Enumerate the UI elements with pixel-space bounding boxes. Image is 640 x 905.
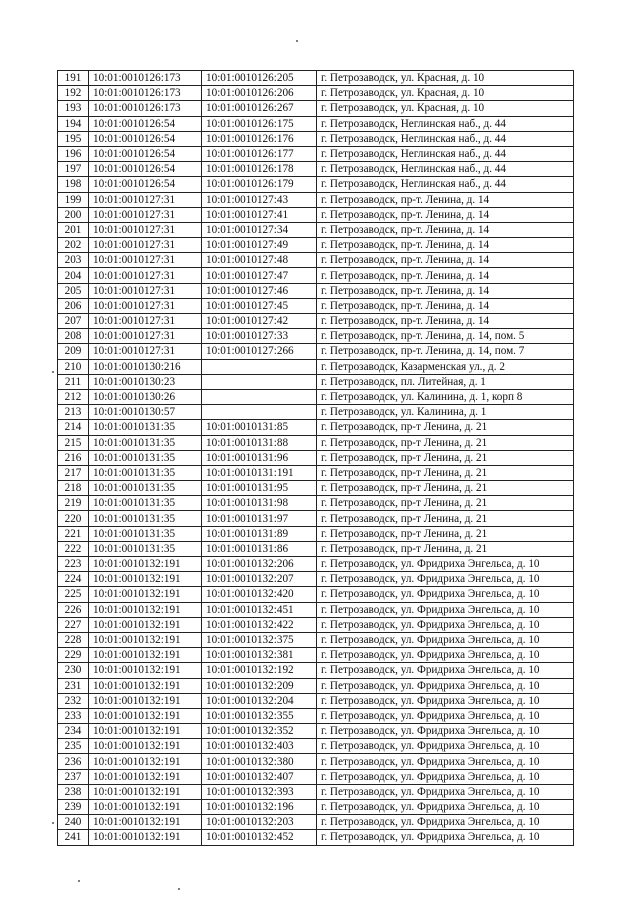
parent-cadastral-number: 10:01:0010127:31 [89, 344, 202, 359]
parent-cadastral-number: 10:01:0010127:31 [89, 268, 202, 283]
parent-cadastral-number: 10:01:0010127:31 [89, 222, 202, 237]
cadastral-number [202, 389, 317, 404]
row-number: 192 [58, 86, 89, 101]
parent-cadastral-number: 10:01:0010131:35 [89, 465, 202, 480]
address: г. Петрозаводск, Неглинская наб., д. 44 [317, 162, 574, 177]
table-row [58, 693, 574, 708]
row-number: 237 [58, 769, 89, 784]
parent-cadastral-number: 10:01:0010132:191 [89, 815, 202, 830]
cadastral-number: 10:01:0010127:47 [202, 268, 317, 283]
address: г. Петрозаводск, пр-т. Ленина, д. 14 [317, 192, 574, 207]
table-row [58, 101, 574, 116]
scan-speck [296, 40, 298, 42]
table-row [58, 314, 574, 329]
row-number: 193 [58, 101, 89, 116]
parent-cadastral-number: 10:01:0010131:35 [89, 541, 202, 556]
address: г. Петрозаводск, ул. Фридриха Энгельса, д. 10 [317, 663, 574, 678]
parent-cadastral-number: 10:01:0010132:191 [89, 739, 202, 754]
address: г. Петрозаводск, пр-т Ленина, д. 21 [317, 420, 574, 435]
parent-cadastral-number: 10:01:0010126:173 [89, 71, 202, 86]
cadastral-number: 10:01:0010126:178 [202, 162, 317, 177]
cadastral-table [57, 70, 574, 846]
address: г. Петрозаводск, ул. Красная, д. 10 [317, 71, 574, 86]
address: г. Петрозаводск, ул. Фридриха Энгельса, д. 10 [317, 632, 574, 647]
table-row [58, 389, 574, 404]
row-number: 228 [58, 632, 89, 647]
address: г. Петрозаводск, Казарменская ул., д. 2 [317, 359, 574, 374]
cadastral-number: 10:01:0010127:43 [202, 192, 317, 207]
parent-cadastral-number: 10:01:0010132:191 [89, 617, 202, 632]
table-row [58, 830, 574, 845]
address: г. Петрозаводск, пр-т. Ленина, д. 14 [317, 222, 574, 237]
parent-cadastral-number: 10:01:0010130:23 [89, 374, 202, 389]
row-number: 218 [58, 481, 89, 496]
row-number: 216 [58, 450, 89, 465]
table-row [58, 557, 574, 572]
row-number: 213 [58, 405, 89, 420]
parent-cadastral-number: 10:01:0010127:31 [89, 329, 202, 344]
row-number: 207 [58, 314, 89, 329]
cadastral-number: 10:01:0010131:95 [202, 481, 317, 496]
parent-cadastral-number: 10:01:0010130:57 [89, 405, 202, 420]
address: г. Петрозаводск, пр-т. Ленина, д. 14 [317, 253, 574, 268]
parent-cadastral-number: 10:01:0010127:31 [89, 207, 202, 222]
address: г. Петрозаводск, ул. Фридриха Энгельса, д. 10 [317, 769, 574, 784]
cadastral-number: 10:01:0010132:355 [202, 708, 317, 723]
cadastral-number: 10:01:0010132:451 [202, 602, 317, 617]
table-row [58, 815, 574, 830]
parent-cadastral-number: 10:01:0010132:191 [89, 724, 202, 739]
table-row [58, 146, 574, 161]
table-row [58, 724, 574, 739]
cadastral-number [202, 359, 317, 374]
row-number: 197 [58, 162, 89, 177]
row-number: 202 [58, 238, 89, 253]
table-row [58, 192, 574, 207]
parent-cadastral-number: 10:01:0010126:173 [89, 86, 202, 101]
address: г. Петрозаводск, пр-т Ленина, д. 21 [317, 435, 574, 450]
address: г. Петрозаводск, ул. Красная, д. 10 [317, 86, 574, 101]
row-number: 238 [58, 784, 89, 799]
cadastral-number: 10:01:0010131:96 [202, 450, 317, 465]
cadastral-number: 10:01:0010127:45 [202, 298, 317, 313]
address: г. Петрозаводск, ул. Фридриха Энгельса, д. 10 [317, 784, 574, 799]
row-number: 225 [58, 587, 89, 602]
table-row [58, 162, 574, 177]
address: г. Петрозаводск, пл. Литейная, д. 1 [317, 374, 574, 389]
table-row [58, 405, 574, 420]
cadastral-number: 10:01:0010126:177 [202, 146, 317, 161]
table-row [58, 283, 574, 298]
row-number: 204 [58, 268, 89, 283]
scan-speck [52, 822, 54, 824]
address: г. Петрозаводск, пр-т. Ленина, д. 14 [317, 283, 574, 298]
row-number: 206 [58, 298, 89, 313]
cadastral-number: 10:01:0010127:49 [202, 238, 317, 253]
address: г. Петрозаводск, ул. Фридриха Энгельса, д. 10 [317, 800, 574, 815]
row-number: 223 [58, 557, 89, 572]
row-number: 241 [58, 830, 89, 845]
parent-cadastral-number: 10:01:0010126:54 [89, 146, 202, 161]
row-number: 196 [58, 146, 89, 161]
address: г. Петрозаводск, Неглинская наб., д. 44 [317, 146, 574, 161]
parent-cadastral-number: 10:01:0010132:191 [89, 708, 202, 723]
parent-cadastral-number: 10:01:0010132:191 [89, 769, 202, 784]
row-number: 199 [58, 192, 89, 207]
address: г. Петрозаводск, ул. Фридриха Энгельса, д. 10 [317, 815, 574, 830]
row-number: 233 [58, 708, 89, 723]
row-number: 200 [58, 207, 89, 222]
address: г. Петрозаводск, ул. Калинина, д. 1, корп 8 [317, 389, 574, 404]
parent-cadastral-number: 10:01:0010127:31 [89, 283, 202, 298]
table-row [58, 450, 574, 465]
row-number: 222 [58, 541, 89, 556]
row-number: 240 [58, 815, 89, 830]
row-number: 214 [58, 420, 89, 435]
parent-cadastral-number: 10:01:0010132:191 [89, 557, 202, 572]
parent-cadastral-number: 10:01:0010131:35 [89, 420, 202, 435]
row-number: 231 [58, 678, 89, 693]
cadastral-number: 10:01:0010126:179 [202, 177, 317, 192]
parent-cadastral-number: 10:01:0010130:216 [89, 359, 202, 374]
address: г. Петрозаводск, пр-т Ленина, д. 21 [317, 496, 574, 511]
table-row [58, 496, 574, 511]
cadastral-number: 10:01:0010132:393 [202, 784, 317, 799]
cadastral-number: 10:01:0010132:196 [202, 800, 317, 815]
address: г. Петрозаводск, ул. Фридриха Энгельса, д. 10 [317, 678, 574, 693]
table-row [58, 253, 574, 268]
address: г. Петрозаводск, ул. Фридриха Энгельса, д. 10 [317, 587, 574, 602]
table-row [58, 739, 574, 754]
parent-cadastral-number: 10:01:0010126:54 [89, 131, 202, 146]
table-row [58, 541, 574, 556]
address: г. Петрозаводск, ул. Фридриха Энгельса, д. 10 [317, 830, 574, 845]
parent-cadastral-number: 10:01:0010131:35 [89, 511, 202, 526]
table-row [58, 344, 574, 359]
address: г. Петрозаводск, пр-т. Ленина, д. 14, пом. 5 [317, 329, 574, 344]
cadastral-number: 10:01:0010127:48 [202, 253, 317, 268]
address: г. Петрозаводск, ул. Фридриха Энгельса, д. 10 [317, 617, 574, 632]
address: г. Петрозаводск, пр-т Ленина, д. 21 [317, 511, 574, 526]
row-number: 201 [58, 222, 89, 237]
address: г. Петрозаводск, ул. Фридриха Энгельса, д. 10 [317, 724, 574, 739]
row-number: 224 [58, 572, 89, 587]
address: г. Петрозаводск, пр-т Ленина, д. 21 [317, 541, 574, 556]
cadastral-number: 10:01:0010132:203 [202, 815, 317, 830]
row-number: 234 [58, 724, 89, 739]
cadastral-number: 10:01:0010132:206 [202, 557, 317, 572]
row-number: 229 [58, 648, 89, 663]
address: г. Петрозаводск, Неглинская наб., д. 44 [317, 131, 574, 146]
table-row [58, 708, 574, 723]
row-number: 220 [58, 511, 89, 526]
address: г. Петрозаводск, пр-т. Ленина, д. 14 [317, 314, 574, 329]
row-number: 230 [58, 663, 89, 678]
address: г. Петрозаводск, Неглинская наб., д. 44 [317, 177, 574, 192]
row-number: 208 [58, 329, 89, 344]
cadastral-number: 10:01:0010132:352 [202, 724, 317, 739]
table-row [58, 465, 574, 480]
table-row [58, 572, 574, 587]
parent-cadastral-number: 10:01:0010130:26 [89, 389, 202, 404]
row-number: 239 [58, 800, 89, 815]
row-number: 227 [58, 617, 89, 632]
table-row [58, 359, 574, 374]
row-number: 217 [58, 465, 89, 480]
address: г. Петрозаводск, пр-т. Ленина, д. 14, пом. 7 [317, 344, 574, 359]
table-row [58, 177, 574, 192]
row-number: 226 [58, 602, 89, 617]
cadastral-number: 10:01:0010127:46 [202, 283, 317, 298]
address: г. Петрозаводск, пр-т Ленина, д. 21 [317, 450, 574, 465]
address: г. Петрозаводск, пр-т. Ленина, д. 14 [317, 207, 574, 222]
address: г. Петрозаводск, пр-т Ленина, д. 21 [317, 526, 574, 541]
table-row [58, 116, 574, 131]
cadastral-number: 10:01:0010127:33 [202, 329, 317, 344]
address: г. Петрозаводск, ул. Фридриха Энгельса, д. 10 [317, 693, 574, 708]
cadastral-number: 10:01:0010126:205 [202, 71, 317, 86]
row-number: 209 [58, 344, 89, 359]
address: г. Петрозаводск, пр-т Ленина, д. 21 [317, 465, 574, 480]
parent-cadastral-number: 10:01:0010131:35 [89, 481, 202, 496]
parent-cadastral-number: 10:01:0010132:191 [89, 648, 202, 663]
cadastral-number: 10:01:0010132:192 [202, 663, 317, 678]
address: г. Петрозаводск, ул. Фридриха Энгельса, д. 10 [317, 572, 574, 587]
cadastral-number: 10:01:0010131:86 [202, 541, 317, 556]
parent-cadastral-number: 10:01:0010132:191 [89, 830, 202, 845]
parent-cadastral-number: 10:01:0010132:191 [89, 587, 202, 602]
cadastral-number: 10:01:0010132:204 [202, 693, 317, 708]
cadastral-number: 10:01:0010131:97 [202, 511, 317, 526]
address: г. Петрозаводск, ул. Фридриха Энгельса, д. 10 [317, 602, 574, 617]
parent-cadastral-number: 10:01:0010132:191 [89, 754, 202, 769]
table-row [58, 238, 574, 253]
table-row [58, 800, 574, 815]
table-row [58, 769, 574, 784]
scan-speck [78, 880, 80, 882]
cadastral-number: 10:01:0010127:34 [202, 222, 317, 237]
row-number: 221 [58, 526, 89, 541]
cadastral-number: 10:01:0010132:381 [202, 648, 317, 663]
parent-cadastral-number: 10:01:0010131:35 [89, 435, 202, 450]
address: г. Петрозаводск, пр-т. Ленина, д. 14 [317, 238, 574, 253]
cadastral-number: 10:01:0010131:88 [202, 435, 317, 450]
table-row [58, 678, 574, 693]
table-row [58, 86, 574, 101]
cadastral-number: 10:01:0010131:191 [202, 465, 317, 480]
parent-cadastral-number: 10:01:0010127:31 [89, 238, 202, 253]
parent-cadastral-number: 10:01:0010127:31 [89, 192, 202, 207]
address: г. Петрозаводск, ул. Калинина, д. 1 [317, 405, 574, 420]
cadastral-number: 10:01:0010132:209 [202, 678, 317, 693]
parent-cadastral-number: 10:01:0010127:31 [89, 298, 202, 313]
row-number: 205 [58, 283, 89, 298]
address: г. Петрозаводск, ул. Красная, д. 10 [317, 101, 574, 116]
table-row [58, 298, 574, 313]
row-number: 195 [58, 131, 89, 146]
cadastral-number: 10:01:0010127:42 [202, 314, 317, 329]
row-number: 194 [58, 116, 89, 131]
cadastral-number: 10:01:0010126:206 [202, 86, 317, 101]
table-row [58, 587, 574, 602]
parent-cadastral-number: 10:01:0010131:35 [89, 526, 202, 541]
table-row [58, 632, 574, 647]
row-number: 215 [58, 435, 89, 450]
table-row [58, 435, 574, 450]
address: г. Петрозаводск, ул. Фридриха Энгельса, д. 10 [317, 648, 574, 663]
address: г. Петрозаводск, пр-т Ленина, д. 21 [317, 481, 574, 496]
cadastral-number: 10:01:0010126:175 [202, 116, 317, 131]
address: г. Петрозаводск, Неглинская наб., д. 44 [317, 116, 574, 131]
parent-cadastral-number: 10:01:0010131:35 [89, 496, 202, 511]
address: г. Петрозаводск, ул. Фридриха Энгельса, д. 10 [317, 557, 574, 572]
row-number: 212 [58, 389, 89, 404]
row-number: 210 [58, 359, 89, 374]
scan-speck [178, 888, 180, 890]
parent-cadastral-number: 10:01:0010132:191 [89, 572, 202, 587]
row-number: 232 [58, 693, 89, 708]
row-number: 191 [58, 71, 89, 86]
cadastral-number: 10:01:0010132:420 [202, 587, 317, 602]
table-row [58, 784, 574, 799]
parent-cadastral-number: 10:01:0010127:31 [89, 314, 202, 329]
table-row [58, 374, 574, 389]
parent-cadastral-number: 10:01:0010132:191 [89, 784, 202, 799]
cadastral-number: 10:01:0010132:380 [202, 754, 317, 769]
table-row [58, 648, 574, 663]
table-row [58, 222, 574, 237]
parent-cadastral-number: 10:01:0010132:191 [89, 602, 202, 617]
cadastral-number: 10:01:0010132:375 [202, 632, 317, 647]
cadastral-number: 10:01:0010132:207 [202, 572, 317, 587]
parent-cadastral-number: 10:01:0010126:54 [89, 177, 202, 192]
table-row [58, 617, 574, 632]
cadastral-number: 10:01:0010132:452 [202, 830, 317, 845]
table-row [58, 663, 574, 678]
cadastral-number: 10:01:0010126:176 [202, 131, 317, 146]
parent-cadastral-number: 10:01:0010132:191 [89, 663, 202, 678]
table-row [58, 268, 574, 283]
cadastral-number: 10:01:0010131:89 [202, 526, 317, 541]
table-row [58, 481, 574, 496]
row-number: 198 [58, 177, 89, 192]
table-row [58, 207, 574, 222]
parent-cadastral-number: 10:01:0010132:191 [89, 693, 202, 708]
parent-cadastral-number: 10:01:0010132:191 [89, 632, 202, 647]
cadastral-number: 10:01:0010127:41 [202, 207, 317, 222]
address: г. Петрозаводск, пр-т. Ленина, д. 14 [317, 298, 574, 313]
parent-cadastral-number: 10:01:0010132:191 [89, 800, 202, 815]
cadastral-number: 10:01:0010132:403 [202, 739, 317, 754]
cadastral-number [202, 374, 317, 389]
parent-cadastral-number: 10:01:0010131:35 [89, 450, 202, 465]
address: г. Петрозаводск, ул. Фридриха Энгельса, д. 10 [317, 739, 574, 754]
address: г. Петрозаводск, пр-т. Ленина, д. 14 [317, 268, 574, 283]
address: г. Петрозаводск, ул. Фридриха Энгельса, д. 10 [317, 754, 574, 769]
table-row [58, 131, 574, 146]
table-row [58, 526, 574, 541]
table-row [58, 329, 574, 344]
table-row [58, 71, 574, 86]
cadastral-number: 10:01:0010132:422 [202, 617, 317, 632]
scan-speck [52, 371, 54, 373]
table-row [58, 754, 574, 769]
row-number: 203 [58, 253, 89, 268]
address: г. Петрозаводск, ул. Фридриха Энгельса, д. 10 [317, 708, 574, 723]
cadastral-number: 10:01:0010132:407 [202, 769, 317, 784]
row-number: 219 [58, 496, 89, 511]
cadastral-number: 10:01:0010126:267 [202, 101, 317, 116]
parent-cadastral-number: 10:01:0010126:173 [89, 101, 202, 116]
table-row [58, 602, 574, 617]
cadastral-number: 10:01:0010131:98 [202, 496, 317, 511]
table-row [58, 420, 574, 435]
row-number: 236 [58, 754, 89, 769]
parent-cadastral-number: 10:01:0010132:191 [89, 678, 202, 693]
table-row [58, 511, 574, 526]
parent-cadastral-number: 10:01:0010126:54 [89, 116, 202, 131]
row-number: 235 [58, 739, 89, 754]
parent-cadastral-number: 10:01:0010127:31 [89, 253, 202, 268]
cadastral-number [202, 405, 317, 420]
row-number: 211 [58, 374, 89, 389]
parent-cadastral-number: 10:01:0010126:54 [89, 162, 202, 177]
cadastral-number: 10:01:0010131:85 [202, 420, 317, 435]
cadastral-number: 10:01:0010127:266 [202, 344, 317, 359]
table-body [58, 71, 574, 846]
